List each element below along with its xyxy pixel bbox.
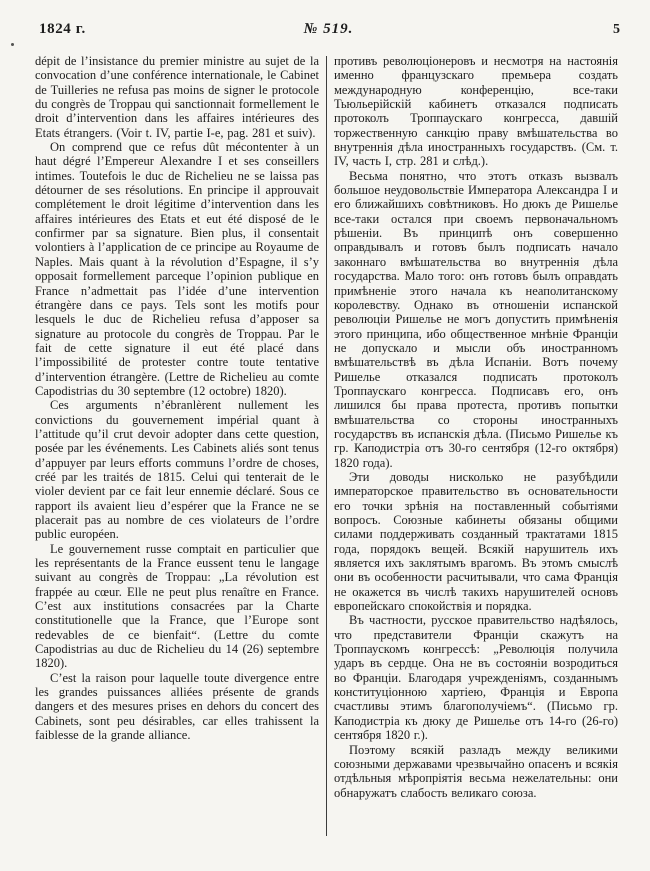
- paragraph-french-3: Ces arguments n’ébranlèrent nullement les convictions du gouvernement impérial quant à l’attitude qu’il crut devoir adopter dans cette question, posée par les événements. Les Cabinets aliés sont tenus d’appuyer par leurs efforts communs l’ordre de choses, créé par les traités de 1815. Celui qui tenterait de le violer devient par ce fait leur ennemie déclaré. Sous ce rapport ils avaient lieu d’espérer que la France ne se placerait pas au nombre de ces violateurs de l’ordre public européen.: [35, 398, 319, 542]
- running-head: [35, 21, 622, 43]
- paragraph-french-5: C’est la raison pour laquelle toute divergence entre les grandes puissances alliées présente de grands dangers et des mesures prises en dehors du concert des Cabinets, sont peu désirables, car elles trahissent la faiblesse de la grande alliance.: [35, 670, 319, 743]
- paragraph-russian-4: Въ частности, русское правительство надѣялось, что представители Франціи скажутъ на Троппаускомъ конгрессѣ: „Революція получила ударъ въ сердце. Она не въ состояніи возродиться во Франціи. Благодаря учрежденіямъ, созданнымъ конституціонною хартіею, Франція и Европа счастливы этимъ благополучіемъ“. (Письмо гр. Каподистріа къ дюку де Ришелье отъ 14-го (26-го) сентября 1820 г.).: [334, 613, 618, 743]
- paragraph-russian-2: Весьма понятно, что этотъ отказъ вызвалъ большое неудовольствіе Императора Александра I и его ближайшихъ совѣтниковъ. Но дюкъ де Ришелье все-таки остался при своемъ первоначальномъ рѣшеніи. Въ принципѣ онъ совершенно оправдывалъ и готовъ былъ подписать начало законнаго вмѣшательства во внутреннія дѣла государства. Мало того: онъ готовъ былъ оправдать примѣненіе этого начала къ неаполитанскому королевству. Однако въ отношеніи испанской революціи Ришелье не могъ допустить примѣненія этого принципа, ибо общественное мнѣніе Франціи не допускало и мысли объ иностранномъ вмѣшательствѣ въ дѣла Испаніи. Вотъ почему Ришелье отказался подписать протоколъ Троппаускаго конгресса. Подписавъ его, онъ лишился бы права протеста, противъ попытки вмѣшательства со стороны иностранныхъ государствъ въ испанскія дѣла. (Письмо Ришелье къ гр. Каподистріа отъ 30-го сентября (12-го октября) 1820 года).: [334, 168, 618, 470]
- paragraph-french-1: dépit de l’insistance du premier ministre au sujet de la convocation d’une conférence internationale, le Cabinet de Tuilleries ne refusa pas moins de signer le protocole du congrès de Troppau qui sanctionnait formellement le droit d’intervention dans les affaires intérieures des Etats étrangers. (Voir t. IV, partie I-e, pag. 281 et suiv).: [35, 54, 319, 140]
- paragraph-russian-5: Поэтому всякій разладъ между великими союзными державами чрезвычайно опасенъ и всякія отдѣльныя мѣропріятія весьма нежелательны: они обнаружатъ слабость великаго союза.: [334, 742, 618, 800]
- paragraph-russian-3: Эти доводы нисколько не разубѣдили императорское правительство въ основательности его точки зрѣнія на поставленный событіями вопросъ. Союзные кабинеты обязаны общими силами поддерживать созданный трактатами 1815 года, порядокъ вещей. Всякій нарушитель ихъ является ихъ заклятымъ врагомъ. Въ этомъ смыслѣ они въ особенности расчитывали, что сама Франція не окажется въ числѣ такихъ нарушителей основъ европейскаго спокойствія и порядка.: [334, 469, 618, 614]
- left-column-french: [35, 54, 319, 844]
- paragraph-french-2: On comprend que ce refus dût mécontenter à un haut dégré l’Empereur Alexandre I et ses conseillers intimes. Toutefois le duc de Richelieu ne se laissa pas détourner de ses résolutions. En principe il approuvait complétement le droit légitime d’intervention dans les affaires intérieures des Etats et eut été disposé de le confirmer par sa signature. Bien plus, il consentait volontiers à l’application de ce principe au Royaume de Naples. Mais quant à la révolution d’Espagne, il s’y opposait formellement parceque l’opinion publique en France n’admettait pas l’idée d’une intervention étrangère dans ce pays. Tels sont les motifs pour lesquels le duc de Richelieu refusa d’apposer sa signature au protocole du congrès de Troppau. Par le fait de cette signature il eut été placé dans l’impossibilité de protester contre toute tentative d’intervention étrangère. (Lettre de Richelieu au comte Capodistrias du 30 septembre (12 octobre) 1820).: [35, 140, 319, 398]
- header-issue-number: № 519.: [303, 21, 354, 37]
- header-year: 1824 г.: [39, 21, 86, 37]
- text-block: [35, 54, 618, 844]
- column-divider-rule: [326, 56, 327, 836]
- paragraph-french-4: Le gouvernement russe comptait en particulier que les représentants de la France eussent tenu le langage suivant au congrès de Troppau: „La révolution est frappée au cœur. Elle ne peut plus renaître en France. C’est aux institutions consacrées par la Charte constitutionelle que la France, que l’Europe sont redevables de ce bienfait“. (Lettre du comte Capodistrias au duc de Richelieu du 14 (26) septembre 1820).: [35, 541, 319, 671]
- right-column-russian: [334, 54, 618, 844]
- paragraph-russian-1: противъ революціонеровъ и несмотря на настоянія именно французскаго премьера создать международную конференцію, все-таки Тьюльерійскій кабинетъ отказался подписать протоколъ Троппаускаго конгресса, давшій торжественную санкцію праву вмѣшательства во внутреннія дѣла иностранныхъ государствъ. (См. т. IV, часть I, стр. 281 и слѣд.).: [334, 54, 618, 169]
- ink-spot-artifact: [11, 43, 14, 46]
- header-page-number: 5: [613, 22, 620, 37]
